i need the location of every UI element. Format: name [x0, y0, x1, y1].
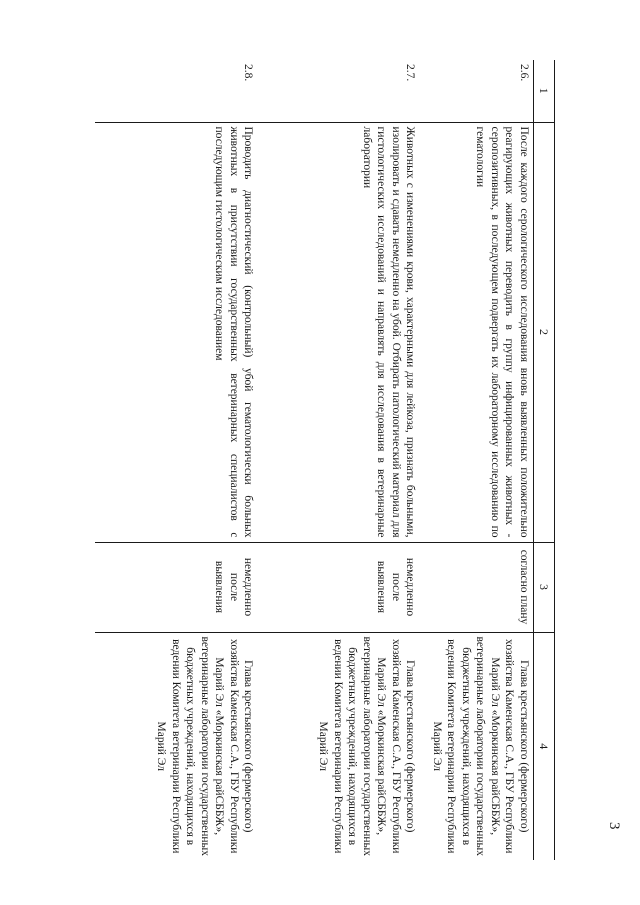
column-header-4: 4	[534, 632, 555, 860]
measure-term: немедленно после выявления	[96, 542, 258, 632]
column-header-2: 2	[534, 122, 555, 542]
column-header-1: 1	[534, 60, 555, 122]
row-number: 2.6.	[420, 60, 534, 122]
table-row	[420, 60, 534, 860]
measure-term: немедленно после выявления	[258, 542, 420, 632]
measure-text: После каждого серологического исследования вновь выявленных положительно реагирующих животных переводить в группу инфицированных животных - серопозитивных, в последующем подвергать их лабораторному исследованию по гематологии	[420, 122, 534, 542]
measure-text: Проводить диагностический (контрольный) убой гематологически больных животных в присутствии государственных ветеринарных специалистов с последующим гистологическим исследованием	[96, 122, 258, 542]
measure-responsible: Глава крестьянского (фермерского) хозяйства Каменская С.А., ГБУ Республики Марий Эл «Моркинская райСББЖ», ветеринарные лаборатории государственных бюджетных учреждений, находящихся в ведении Комитета ветеринарии Республики Марий Эл	[420, 632, 534, 860]
measure-text: Животных с изменениями крови, характерными для лейкоза, признать больными, изолировать и сдавать немедленно на убой. Отбирать патологический материал для гистологических исследований и направлять для исследования в ветеринарные лаборатории	[258, 122, 420, 542]
measure-term: согласно плану	[420, 542, 534, 632]
row-number: 2.7.	[258, 60, 420, 122]
table-row	[258, 60, 420, 860]
measures-table	[96, 60, 556, 860]
column-header-3: 3	[534, 542, 555, 632]
table-header-row	[534, 60, 555, 860]
measure-responsible: Глава крестьянского (фермерского) хозяйства Каменская С.А., ГБУ Республики Марий Эл «Моркинская райСББЖ», ветеринарные лаборатории государственных бюджетных учреждений, находящихся в ведении Комитета ветеринарии Республики Марий Эл	[258, 632, 420, 860]
measure-responsible: Глава крестьянского (фермерского) хозяйства Каменская С.А., ГБУ Республики Марий Эл «Моркинская райСББЖ», ветеринарные лаборатории государственных бюджетных учреждений, находящихся в ведении Комитета ветеринарии Республики Марий Эл	[96, 632, 258, 860]
page-number: 3	[606, 822, 622, 830]
row-number: 2.8.	[96, 60, 258, 122]
table-row	[96, 60, 258, 860]
